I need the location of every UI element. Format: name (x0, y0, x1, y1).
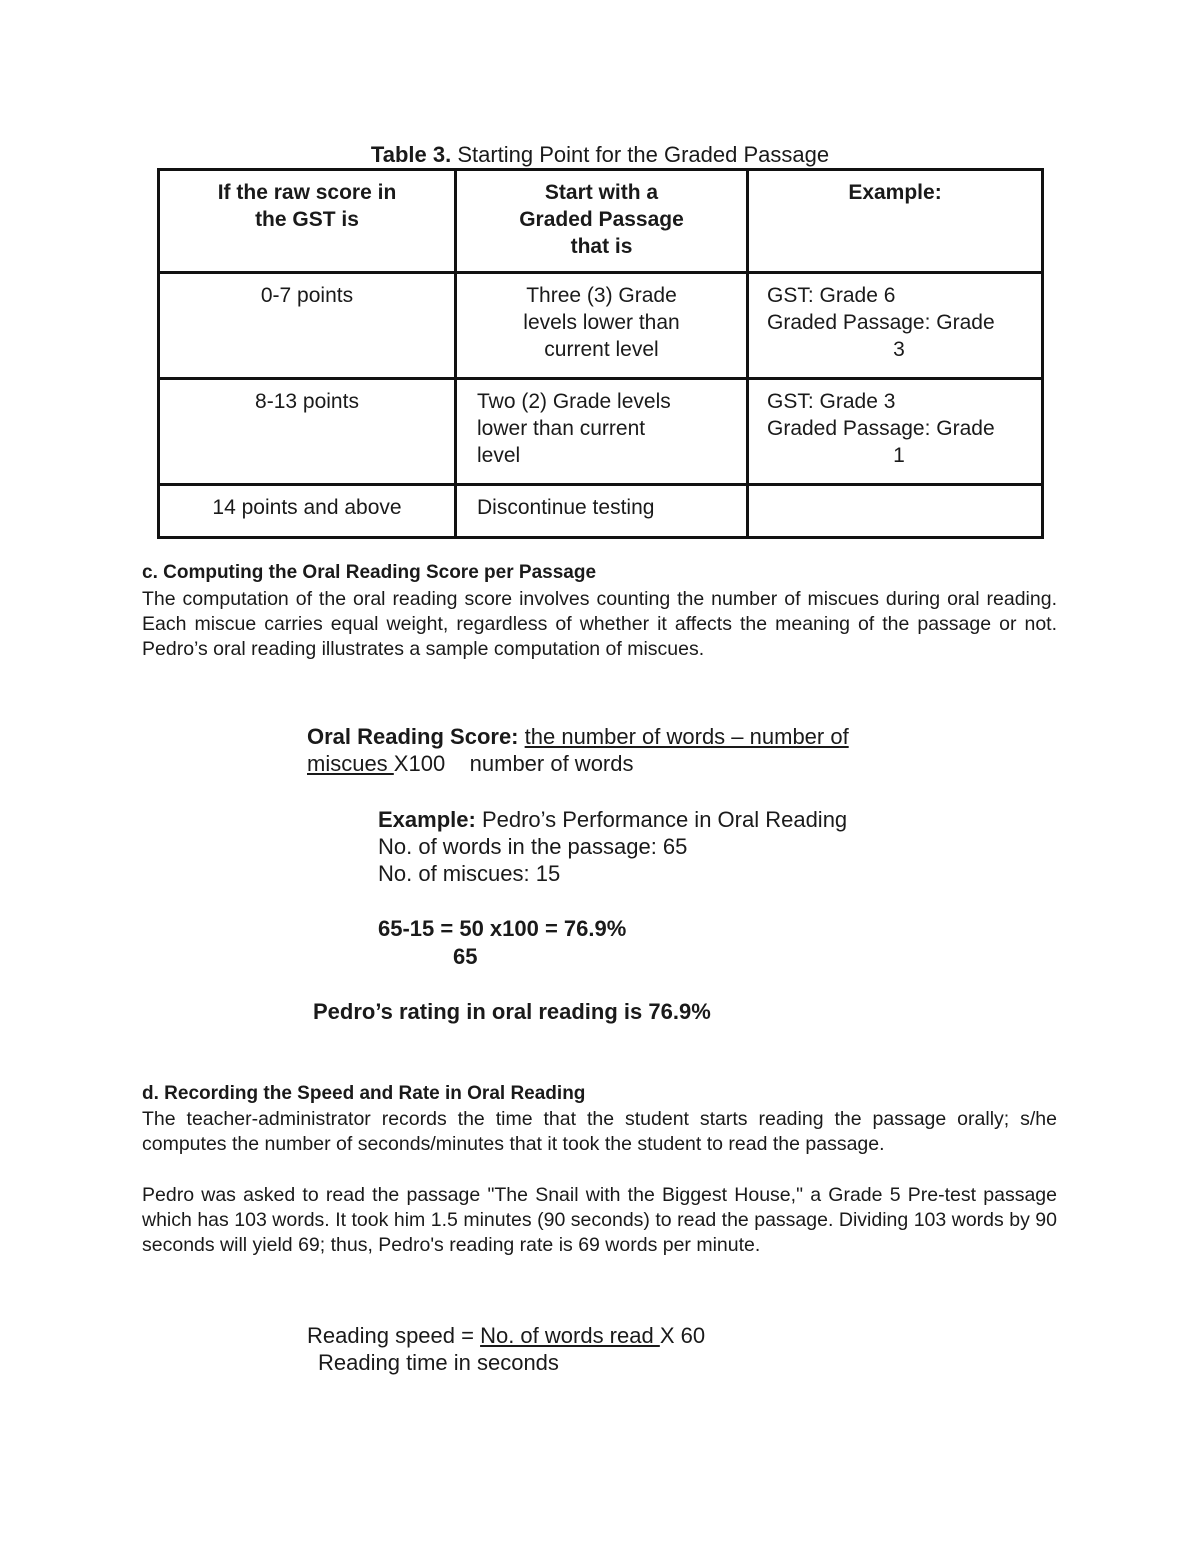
oral-formula-numerator-a: the number of words – number of (524, 724, 849, 749)
speed-formula-numerator: No. of words read (480, 1323, 660, 1348)
table-caption (0, 142, 1200, 168)
oral-formula-numerator-b: miscues (307, 751, 394, 776)
section-c-heading: c. Computing the Oral Reading Score per Passage (142, 562, 597, 583)
example-label: Example: (378, 807, 476, 832)
cell-start-text: Three (3) Grade levels lower than current level (523, 284, 680, 361)
section-d-body-1: The teacher-administrator records the time that the student starts reading the passage orally; s/he computes the number of seconds/minutes that it took the student to read the passage. (142, 1108, 1057, 1155)
speed-formula-label: Reading speed = (307, 1323, 481, 1348)
example-result: Pedro’s rating in oral reading is 76.9% (313, 999, 711, 1024)
header-raw-score (159, 170, 456, 273)
example-grade: 3 (893, 338, 905, 361)
speed-formula-times: X 60 (659, 1323, 706, 1348)
cell-start-text: Two (2) Grade levels lower than current level (477, 390, 671, 467)
header-start-with (456, 170, 748, 273)
oral-formula-denominator: number of words (469, 751, 634, 776)
example-miscues: No. of miscues: 15 (378, 861, 561, 886)
cell-example (748, 379, 1043, 485)
example-words: No. of words in the passage: 65 (378, 834, 688, 859)
reading-speed-formula (307, 1322, 705, 1376)
table-row (159, 485, 1043, 538)
header-example-text: Example: (848, 181, 942, 204)
cell-example (748, 273, 1043, 379)
section-d-heading: d. Recording the Speed and Rate in Oral Reading (142, 1083, 586, 1104)
example-block (378, 806, 847, 887)
example-calc-denominator: 65 (453, 944, 478, 969)
example-gst: GST: Grade 3 (767, 390, 896, 413)
table-caption-text: Starting Point for the Graded Passage (451, 142, 830, 167)
cell-example-empty (748, 485, 1043, 538)
example-passage: Graded Passage: Grade (767, 311, 995, 334)
starting-point-table (157, 168, 1044, 539)
cell-start (456, 485, 748, 538)
cell-score: 8-13 points (159, 379, 456, 485)
table-caption-label: Table 3. (370, 142, 452, 167)
section-d-body-2: Pedro was asked to read the passage "The Snail with the Biggest House," a Grade 5 Pre-test passage which has 103 words. It took him 1.5 minutes (90 seconds) to read the passage. Dividing 103 words by 90 seconds will yield 69; thus, Pedro's reading rate is 69 words per minute. (142, 1184, 1057, 1256)
example-gst: GST: Grade 6 (767, 284, 896, 307)
header-start-with-text: Start with a Graded Passage that is (519, 181, 684, 258)
oral-reading-formula (307, 723, 927, 777)
example-calc: 65-15 = 50 x100 = 76.9% (378, 916, 627, 941)
cell-score: 14 points and above (159, 485, 456, 538)
example-grade: 1 (893, 444, 905, 467)
section-c-body: The computation of the oral reading score involves counting the number of miscues during oral reading. Each miscue carries equal weight, regardless of whether it affects the meaning of the passage or not. Pedro’s oral reading illustrates a sample computation of miscues. (142, 588, 1057, 660)
header-example (748, 170, 1043, 273)
table-row (159, 379, 1043, 485)
cell-start (456, 379, 748, 485)
oral-formula-label: Oral Reading Score: (307, 724, 519, 749)
cell-score: 0-7 points (159, 273, 456, 379)
example-passage: Graded Passage: Grade (767, 417, 995, 440)
table-row (159, 273, 1043, 379)
header-raw-score-text: If the raw score in the GST is (217, 181, 397, 231)
oral-formula-times: X100 (393, 751, 446, 776)
cell-start-text: Discontinue testing (477, 496, 655, 519)
example-title: Pedro’s Performance in Oral Reading (475, 807, 848, 832)
speed-formula-denominator: Reading time in seconds (318, 1350, 559, 1375)
cell-start (456, 273, 748, 379)
table-header-row (159, 170, 1043, 273)
